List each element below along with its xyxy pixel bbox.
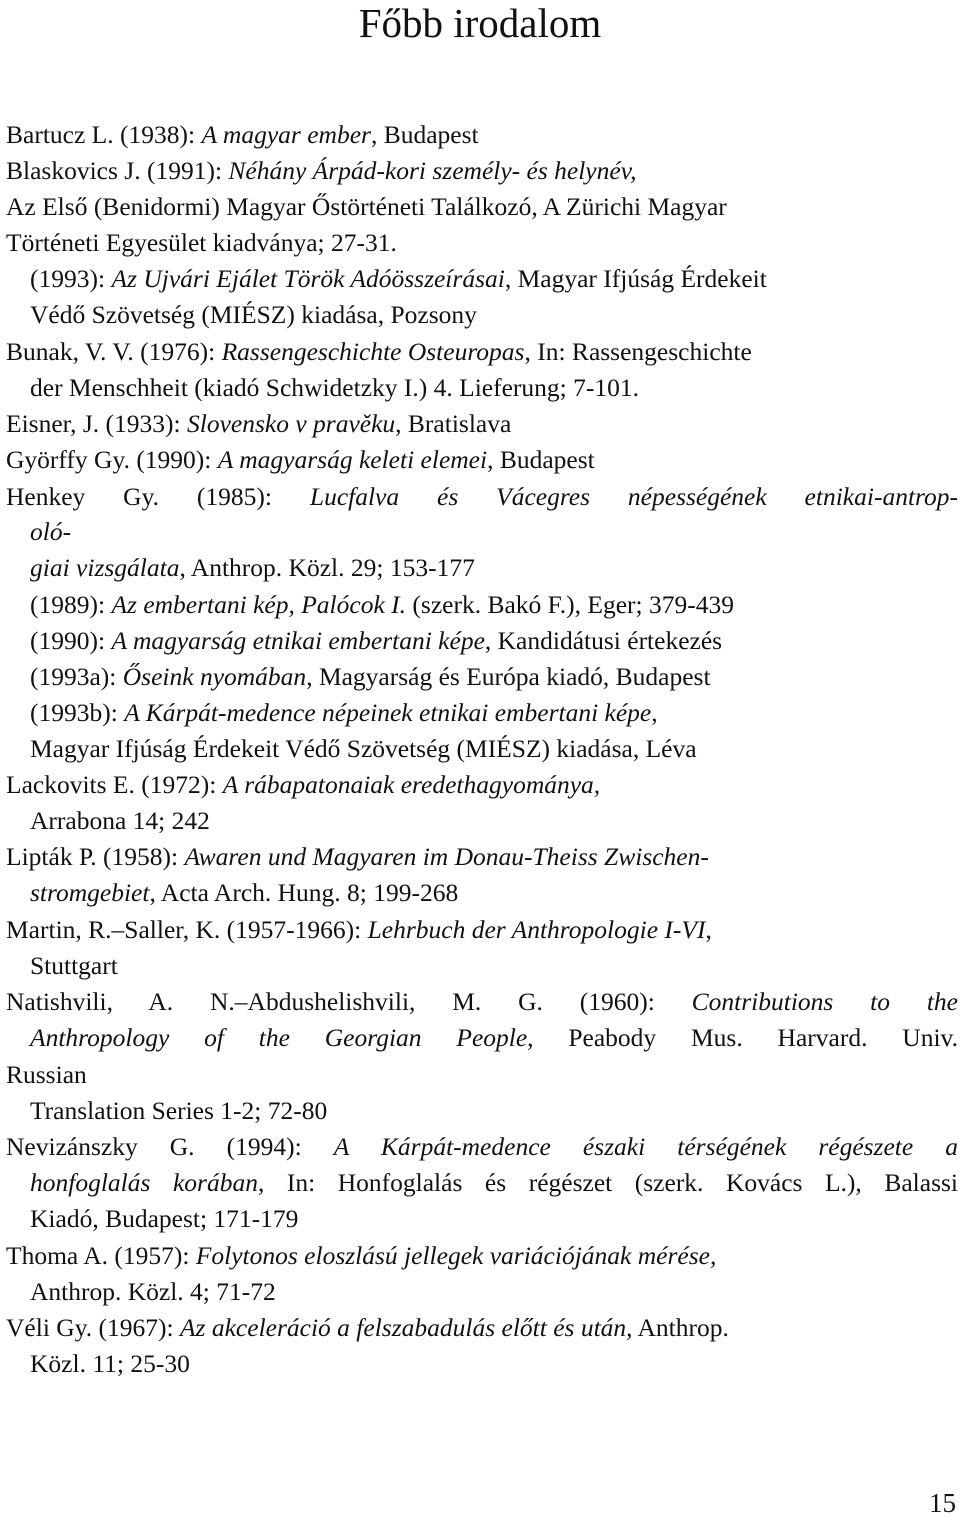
bibliography-entry xyxy=(30,698,658,728)
entry-title: stromgebiet xyxy=(30,878,150,907)
entry-text: (1993a): xyxy=(30,662,123,691)
bibliography-entry xyxy=(6,1313,729,1343)
entry-continuation xyxy=(30,1023,958,1053)
entry-text: , Anthrop. Közl. 29; 153-177 xyxy=(179,553,475,582)
entry-continuation: Közl. 11; 25-30 xyxy=(30,1349,190,1378)
entry-title: Rassengeschichte Osteuropas xyxy=(221,337,525,366)
entry-title: Folytonos eloszlású jellegek variációjának mérése xyxy=(195,1241,710,1270)
entry-text: , Kandidátusi értekezés xyxy=(484,626,723,655)
entry-title: oló- xyxy=(30,517,72,546)
entry-title: A magyarság etnikai embertani képe xyxy=(111,626,485,655)
entry-text: , Budapest xyxy=(370,120,479,149)
entry-continuation: Translation Series 1-2; 72-80 xyxy=(30,1096,328,1125)
entry-text: Véli Gy. (1967): xyxy=(6,1313,180,1342)
entry-text: , Bratislava xyxy=(395,409,512,438)
bibliography-entry xyxy=(30,590,734,620)
entry-text: , xyxy=(651,698,658,727)
entry-text: Martin, R.–Saller, K. (1957-1966): xyxy=(6,915,368,944)
entry-title: Slovensko v pravěku xyxy=(187,409,396,438)
bibliography-entry xyxy=(6,1241,716,1271)
page-title: Főbb irodalom xyxy=(358,0,602,46)
bibliography-entry xyxy=(6,409,511,439)
entry-title: A rábapatonaiak eredethagyománya, xyxy=(222,770,601,799)
entry-text: , Peabody Mus. Harvard. Univ. xyxy=(527,1023,959,1052)
entry-text: , xyxy=(705,915,712,944)
entry-text: Lipták P. (1958): xyxy=(6,842,185,871)
entry-continuation xyxy=(30,553,475,583)
entry-title: Lucfalva és Vácegres népességének etnikai-antrop- xyxy=(309,482,958,511)
bibliography-entry xyxy=(30,264,767,294)
entry-text: , Magyarság és Európa kiadó, Budapest xyxy=(306,662,711,691)
entry-continuation: Russian xyxy=(6,1060,87,1089)
entry-continuation xyxy=(30,517,71,547)
entry-title: honfoglalás korában xyxy=(30,1168,258,1197)
entry-continuation: Védő Szövetség (MIÉSZ) kiadása, Pozsony xyxy=(30,300,477,329)
entry-title: giai vizsgálata xyxy=(30,553,180,582)
entry-text: , Magyar Ifjúság Érdekeit xyxy=(504,264,767,293)
bibliography-entry xyxy=(6,482,958,512)
entry-title: A magyar ember xyxy=(201,120,371,149)
entry-title: A Kárpát-medence északi térségének régészete a xyxy=(333,1132,959,1161)
bibliography-entry xyxy=(6,842,709,872)
entry-text: , Anthrop. xyxy=(626,1313,729,1342)
entry-continuation: der Menschheit (kiadó Schwidetzky I.) 4. Lieferung; 7-101. xyxy=(30,373,639,402)
entry-text: , In: Honfoglalás és régészet (szerk. Kovács L.), Balassi xyxy=(257,1168,958,1197)
bibliography-entry xyxy=(6,1132,958,1162)
entry-text: (1989): xyxy=(30,590,112,619)
entry-text: , Budapest xyxy=(487,445,595,474)
entry-continuation: Az Első (Benidormi) Magyar Őstörténeti Találkozó, A Zürichi Magyar xyxy=(6,192,727,221)
entry-title: Az embertani kép, Palócok I. xyxy=(111,590,407,619)
entry-continuation: Kiadó, Budapest; 171-179 xyxy=(30,1204,299,1233)
bibliography-entry xyxy=(30,662,711,692)
entry-text: , Acta Arch. Hung. 8; 199-268 xyxy=(149,878,459,907)
entry-continuation xyxy=(30,1168,958,1198)
entry-continuation: Anthrop. Közl. 4; 71-72 xyxy=(30,1277,276,1306)
entry-continuation: Arrabona 14; 242 xyxy=(30,806,210,835)
bibliography-entry xyxy=(6,337,752,367)
entry-text: Bartucz L. (1938): xyxy=(6,120,202,149)
bibliography-entry xyxy=(6,987,958,1017)
entry-title: Contributions to the xyxy=(691,987,958,1016)
entry-title: Az akceleráció a felszabadulás előtt és után xyxy=(179,1313,627,1342)
entry-continuation: Stuttgart xyxy=(30,951,118,980)
entry-text: Eisner, J. (1933): xyxy=(6,409,187,438)
entry-text: Bunak, V. V. (1976): xyxy=(6,337,222,366)
bibliography-entry xyxy=(6,770,600,800)
entry-title: Néhány Árpád-kori személy- és helynév, xyxy=(228,156,637,185)
entry-continuation xyxy=(30,878,458,908)
bibliography-entry xyxy=(6,915,712,945)
entry-text: Natishvili, A. N.–Abdushelishvili, M. G. (1960): xyxy=(6,987,692,1016)
entry-text: Thoma A. (1957): xyxy=(6,1241,196,1270)
entry-title: A Kárpát-medence népeinek etnikai embertani képe xyxy=(124,698,652,727)
entry-continuation: Történeti Egyesület kiadványa; 27-31. xyxy=(6,228,397,257)
bibliography-entry xyxy=(6,120,479,150)
entry-text: Blaskovics J. (1991): xyxy=(6,156,229,185)
bibliography-entry xyxy=(30,626,722,656)
entry-text: (1990): xyxy=(30,626,112,655)
entry-title: Awaren und Magyaren im Donau-Theiss Zwischen- xyxy=(184,842,709,871)
entry-title: Anthropology of the Georgian People xyxy=(30,1023,528,1052)
entry-text: , In: Rassengeschichte xyxy=(524,337,752,366)
entry-text: Henkey Gy. (1985): xyxy=(6,482,310,511)
entry-text: (1993): xyxy=(30,264,112,293)
entry-text: (1993b): xyxy=(30,698,125,727)
entry-text: Györffy Gy. (1990): xyxy=(6,445,218,474)
bibliography-entry xyxy=(6,445,595,475)
entry-continuation: Magyar Ifjúság Érdekeit Védő Szövetség (MIÉSZ) kiadása, Léva xyxy=(30,734,697,763)
entry-text: (szerk. Bakó F.), Eger; 379-439 xyxy=(406,590,734,619)
entry-title: Lehrbuch der Anthropologie I-VI xyxy=(367,915,706,944)
page-number: 15 xyxy=(929,1488,956,1518)
entry-text: Lackovits E. (1972): xyxy=(6,770,223,799)
bibliography-entry xyxy=(6,156,637,186)
entry-text: Nevizánszky G. (1994): xyxy=(6,1132,334,1161)
entry-text: , xyxy=(709,1241,717,1270)
entry-title: Az Ujvári Ejálet Török Adóösszeírásai xyxy=(111,264,505,293)
entry-title: Őseink nyomában xyxy=(122,662,307,691)
entry-title: A magyarság keleti elemei xyxy=(217,445,488,474)
